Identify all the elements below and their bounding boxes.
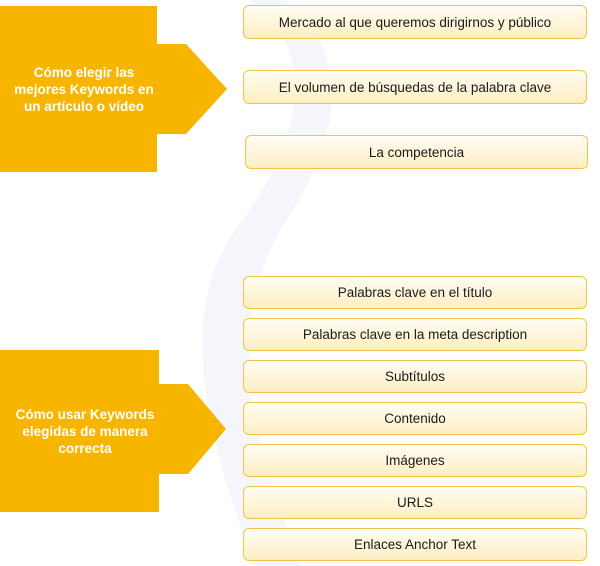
arrow-label-choose-keywords: Cómo elegir las mejores Keywords en un artículo o vídeo bbox=[14, 64, 154, 114]
list-item-meta-description: Palabras clave en la meta description bbox=[243, 318, 587, 351]
list-item-competition: La competencia bbox=[245, 135, 588, 169]
list-item-anchor-text: Enlaces Anchor Text bbox=[243, 528, 587, 561]
list-item-search-volume: El volumen de búsquedas de la palabra clave bbox=[243, 70, 587, 104]
list-item-urls: URLS bbox=[243, 486, 587, 519]
list-item-content: Contenido bbox=[243, 402, 587, 435]
arrow-label-use-keywords: Cómo usar Keywords elegidas de manera correcta bbox=[15, 406, 155, 456]
list-item-title-keywords: Palabras clave en el título bbox=[243, 276, 587, 309]
arrow-use-keywords bbox=[0, 350, 230, 512]
arrow-choose-keywords bbox=[0, 6, 230, 172]
list-item-subtitles: Subtítulos bbox=[243, 360, 587, 393]
list-item-images: Imágenes bbox=[243, 444, 587, 477]
list-item-market: Mercado al que queremos dirigirnos y público bbox=[243, 5, 587, 39]
